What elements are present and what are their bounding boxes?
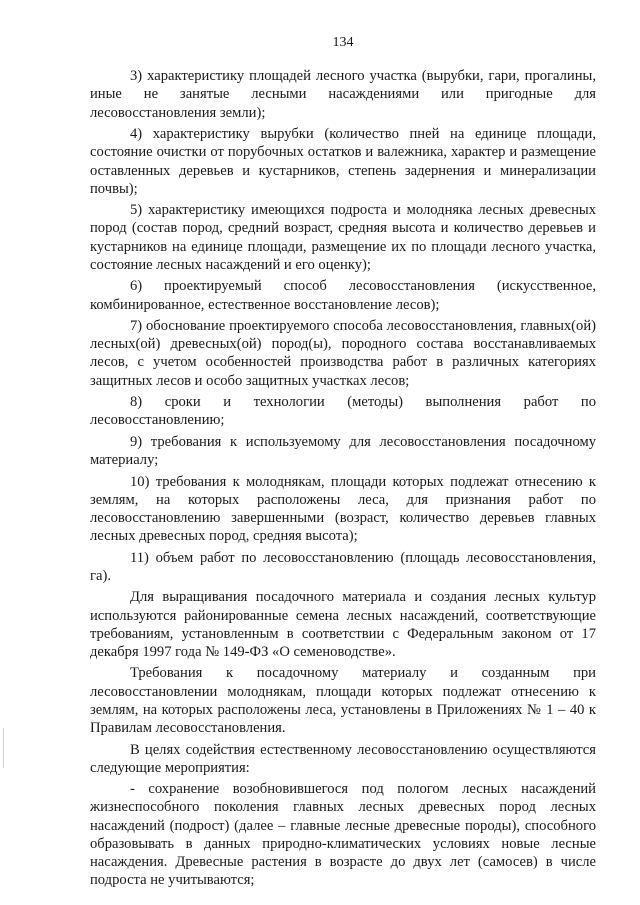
paragraph-item-9: 9) требования к используемому для лесовосстановления посадочному материалу;: [90, 433, 596, 469]
paragraph-measures-intro: В целях содействия естественному лесовосстановлению осуществляются следующие мероприятия:: [90, 741, 596, 776]
paragraph-item-11: 11) объем работ по лесовосстановлению (площадь лесовосстановления, га).: [90, 549, 596, 584]
scan-margin-mark: [3, 728, 4, 768]
page-number: 134: [332, 35, 354, 50]
paragraph-item-5: 5) характеристику имеющихся подроста и молодняка лесных древесных пород (состав пород, средний возраст, средняя высота и количество деревьев и кустарников на единице площади, размещение их по площади лесного участка, состояние лесных насаждений и его оценку);: [90, 202, 596, 273]
paragraph-requirements: Требования к посадочному материалу и созданным при лесовосстановлении молоднякам, площади которых подлежат отнесению к землям, на которых расположены леса, установлены в Приложениях № 1 – 40 к Правилам лесовосстановления.: [90, 665, 596, 737]
paragraph-item-7: 7) обоснование проектируемого способа лесовосстановления, главных(ой) лесных(ой) древесных(ой) пород(ы), породного состава восстанавливаемых лесов, с учетом особенностей производства работ в различных категориях защитных лесов и особо защитных участках лесов;: [90, 318, 596, 389]
paragraph-item-6: 6) проектируемый способ лесовосстановления (искусственное, комбинированное, естественное восстановление лесов);: [90, 278, 596, 313]
document-page: [90, 34, 596, 893]
paragraph-seeds: Для выращивания посадочного материала и создания лесных культур используются районированные семена лесных насаждений, соответствующие требованиям, установленным в соответствии с Федеральным законом от 17 декабря 1997 года № 149-ФЗ «О семеноводстве».: [90, 589, 596, 660]
paragraph-item-3: 3) характеристику площадей лесного участка (вырубки, гари, прогалины, иные не занятые лесными насаждениями или пригодные для лесовосстановления земли);: [90, 68, 596, 121]
paragraph-item-10: 10) требования к молоднякам, площади которых подлежат отнесению к землям, на которых расположены леса, для признания работ по лесовосстановлению завершенными (возраст, количество деревьев главных лесных древесных пород, средняя высота);: [90, 473, 596, 545]
paragraph-measure-undergrowth: - сохранение возобновившегося под пологом лесных насаждений жизнеспособного поколения главных лесных древесных пород лесных насаждений (подрост) (далее – главные лесные древесные породы), способного образовывать в данных природно-климатических условиях новые лесные насаждения. Древесные растения в возрасте до двух лет (самосев) в числе подроста не учитываются;: [90, 781, 596, 889]
paragraph-item-8: 8) сроки и технологии (методы) выполнения работ по лесовосстановлению;: [90, 394, 596, 429]
paragraph-item-4: 4) характеристику вырубки (количество пней на единице площади, состояние очистки от порубочных остатков и валежника, характер и размещение оставленных деревьев и кустарников, степень задернения и минерализации почвы);: [90, 126, 596, 197]
